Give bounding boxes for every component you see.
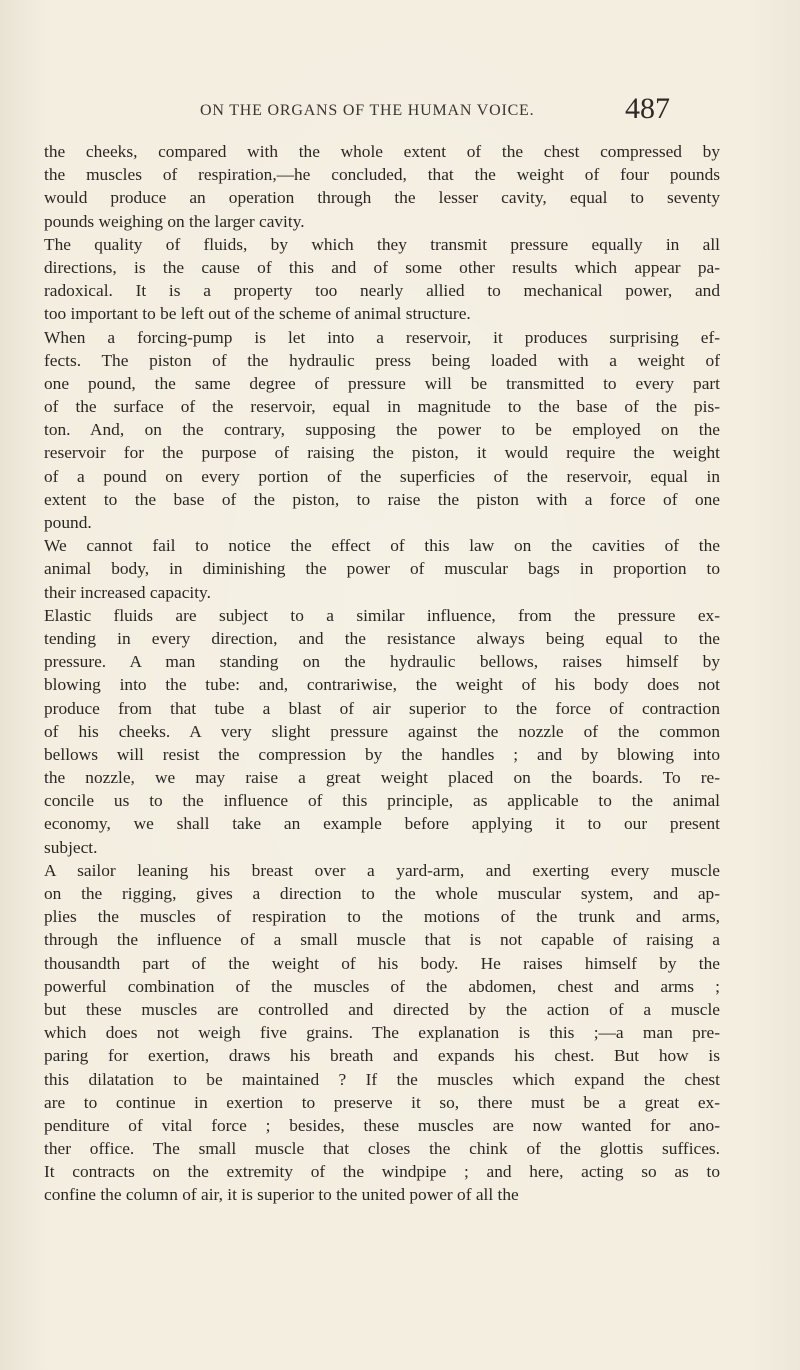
text-line: of the surface of the reservoir, equal in magnitude to the base of the pis- [44, 397, 720, 417]
text-line: bellows will resist the compression by the handles ; and by blowing into [44, 744, 720, 764]
text-line: ther office. The small muscle that closes the chink of the glottis suffices. [44, 1139, 720, 1159]
text-line: of his cheeks. A very slight pressure against the nozzle of the common [44, 721, 720, 741]
text-line: We cannot fail to notice the effect of this law on the cavities of the [44, 536, 720, 556]
text-line: plies the muscles of respiration to the motions of the trunk and arms, [44, 907, 720, 927]
text-line: powerful combination of the muscles of the abdomen, chest and arms ; [44, 976, 720, 996]
text-line: the cheeks, compared with the whole extent of the chest compressed by [44, 142, 720, 161]
text-line: of a pound on every portion of the superficies of the reservoir, equal in [44, 466, 720, 486]
text-line: their increased capacity. [44, 582, 211, 602]
text-line: ton. And, on the contrary, supposing the power to be employed on the [44, 420, 720, 440]
text-line: pound. [44, 513, 92, 532]
text-line: are to continue in exertion to preserve it so, there must be a great ex- [44, 1092, 720, 1112]
text-line: subject. [44, 837, 98, 857]
text-line: It contracts on the extremity of the windpipe ; and here, acting so as to [44, 1162, 720, 1182]
text-line: would produce an operation through the lesser cavity, equal to seventy [44, 188, 720, 208]
text-line: Elastic fluids are subject to a similar influence, from the pressure ex- [44, 605, 720, 625]
text-line: through the influence of a small muscle that is not capable of raising a [44, 930, 720, 950]
text-line: penditure of vital force ; besides, these muscles are now wanted for ano- [44, 1115, 720, 1135]
text-line: paring for exertion, draws his breath and expands his chest. But how is [44, 1046, 720, 1066]
text-line: produce from that tube a blast of air superior to the force of contraction [44, 698, 720, 718]
text-line: but these muscles are controlled and directed by the action of a muscle [44, 999, 720, 1019]
text-line: pressure. A man standing on the hydraulic bellows, raises himself by [44, 652, 720, 672]
text-line: too important to be left out of the scheme of animal structure. [44, 304, 471, 324]
text-line: directions, is the cause of this and of some other results which appear pa- [44, 257, 720, 277]
text-line: on the rigging, gives a direction to the whole muscular system, and ap- [44, 884, 720, 903]
text-line: economy, we shall take an example before applying it to our present [44, 814, 720, 834]
text-line: When a forcing-pump is let into a reservoir, it produces surprising ef- [44, 327, 720, 347]
text-line: the muscles of respiration,—he concluded, that the weight of four pounds [44, 165, 720, 185]
text-line: one pound, the same degree of pressure will be transmitted to every part [44, 373, 720, 393]
text-line: blowing into the tube: and, contrariwise, the weight of his body does not [44, 675, 720, 695]
text-line: confine the column of air, it is superior to the united power of all the [44, 1185, 519, 1205]
text-line: extent to the base of the piston, to raise the piston with a force of one [44, 489, 720, 509]
text-line: animal body, in diminishing the power of muscular bags in proportion to [44, 559, 720, 579]
text-line: thousandth part of the weight of his body. He raises himself by the [44, 953, 720, 973]
text-line: The quality of fluids, by which they transmit pressure equally in all [44, 234, 720, 254]
text-line: this dilatation to be maintained ? If the muscles which expand the chest [44, 1069, 720, 1089]
text-line: which does not weigh five grains. The explanation is this ;—a man pre- [44, 1023, 720, 1043]
text-line: concile us to the influence of this principle, as applicable to the animal [44, 791, 720, 811]
page-header [200, 92, 670, 142]
text-line: pounds weighing on the larger cavity. [44, 211, 305, 231]
text-line: tending in every direction, and the resistance always being equal to the [44, 628, 720, 648]
running-title: ON THE ORGANS OF THE HUMAN VOICE. [200, 102, 535, 119]
text-line: reservoir for the purpose of raising the piston, it would require the weight [44, 443, 720, 463]
body-text [44, 140, 720, 1207]
page-number: 487 [625, 92, 670, 125]
text-line: fects. The piston of the hydraulic press being loaded with a weight of [44, 350, 720, 370]
text-line: radoxical. It is a property too nearly allied to mechanical power, and [44, 281, 720, 301]
text-line: the nozzle, we may raise a great weight placed on the boards. To re- [44, 768, 720, 788]
text-line: A sailor leaning his breast over a yard-arm, and exerting every muscle [44, 860, 720, 880]
